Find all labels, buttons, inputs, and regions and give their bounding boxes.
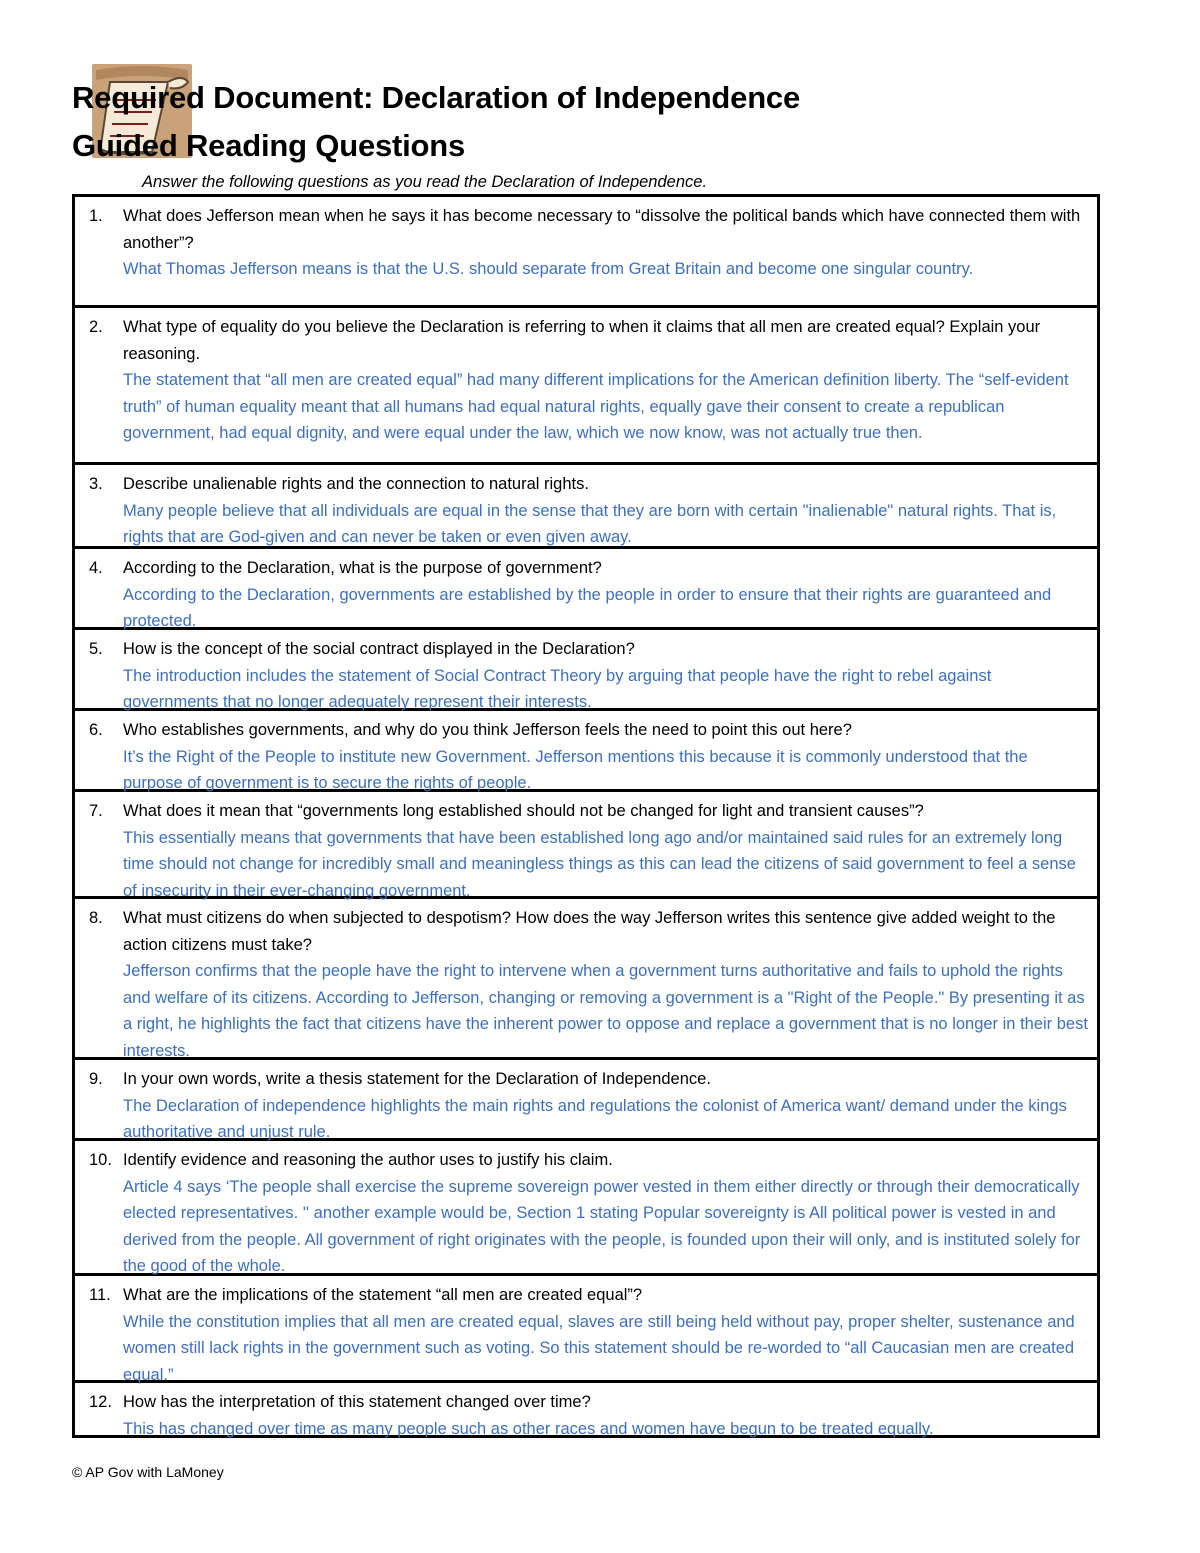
question-number: 1. <box>89 207 103 225</box>
question-text: What type of equality do you believe the Declaration is referring to when it claims that all men are created equal? Explain your reasoning. <box>123 318 1041 363</box>
question-text: In your own words, write a thesis statement for the Declaration of Independence. <box>123 1070 711 1088</box>
question-number: 7. <box>89 802 103 820</box>
question-text: What does it mean that “governments long established should not be changed for light and transient causes”? <box>123 802 924 820</box>
question-number: 6. <box>89 721 103 739</box>
question-row-11 <box>75 1276 1097 1383</box>
question-text: Identify evidence and reasoning the author uses to justify his claim. <box>123 1151 613 1169</box>
answer-text: The statement that “all men are created equal” had many different implications for the American definition liberty. The “self-evident truth” of human equality meant that all humans had equal natural rights, equally gave their consent to create a republican government, had equal dignity, and were equal under the law, which we now know, was not actually true then. <box>123 371 1069 442</box>
answer-text: This essentially means that governments that have been established long ago and/or maintained said rules for an extremely long time should not change for incredibly small and meaningless things as this can lead the citizens of said government to feel a sense of insecurity in their ever-changing government. <box>123 828 1076 900</box>
question-number: 2. <box>89 318 103 336</box>
question-row-4 <box>75 549 1097 630</box>
question-row-8 <box>75 899 1097 1060</box>
answer-text: It’s the Right of the People to institute new Government. Jefferson mentions this because it is commonly understood that the purpose of government is to secure the rights of people. <box>123 747 1028 792</box>
question-text: What must citizens do when subjected to despotism? How does the way Jefferson writes this sentence give added weight to the action citizens must take? <box>123 909 1056 954</box>
question-number: 8. <box>89 909 103 927</box>
question-text: According to the Declaration, what is the purpose of government? <box>123 559 602 577</box>
question-number: 10. <box>89 1151 112 1169</box>
question-number: 5. <box>89 640 103 658</box>
question-row-9 <box>75 1060 1097 1141</box>
question-text: What does Jefferson mean when he says it has become necessary to “dissolve the political bands which have connected them with another”? <box>123 207 1081 252</box>
question-text: Describe unalienable rights and the connection to natural rights. <box>123 475 589 493</box>
answer-text: This has changed over time as many people such as other races and women have begun to be treated equally. <box>123 1419 934 1438</box>
instructions: Answer the following questions as you read the Declaration of Independence. <box>142 173 708 191</box>
question-number: 11. <box>89 1286 111 1304</box>
answer-text: What Thomas Jefferson means is that the U.S. should separate from Great Britain and become one singular country. <box>123 260 974 278</box>
question-number: 9. <box>89 1070 103 1088</box>
page-subtitle: Guided Reading Questions <box>72 128 466 163</box>
copyright-footer: © AP Gov with LaMoney <box>72 1464 224 1480</box>
answer-text: Many people believe that all individuals are equal in the sense that they are born with certain "inalienable" natural rights. That is, rights that are God-given and can never be taken or even given away. <box>123 501 1057 546</box>
question-number: 3. <box>89 475 103 493</box>
answer-text: The introduction includes the statement of Social Contract Theory by arguing that people have the right to rebel against governments that no longer adequately represent their interests. <box>123 666 992 711</box>
questions-table <box>72 194 1100 1438</box>
answer-text: Jefferson confirms that the people have the right to intervene when a government turns authoritative and fails to uphold the rights and welfare of its citizens. According to Jefferson, changing or removing a government is a "Right of the People." By presenting it as a right, he highlights the fact that citizens have the inherent power to oppose and replace a government that is no longer in their best interests. <box>123 962 1088 1060</box>
question-row-7 <box>75 792 1097 899</box>
answer-text: Article 4 says ‘The people shall exercise the supreme sovereign power vested in them either directly or through their democratically elected representatives. '' another example would be, Section 1 stating Popular sovereignty is All political power is vested in and derived from the people. All government of right originates with the people, is founded upon their will only, and is instituted solely for the good of the whole. <box>123 1177 1081 1275</box>
question-row-1 <box>75 197 1097 308</box>
question-row-12 <box>75 1383 1097 1438</box>
question-number: 12. <box>89 1393 112 1411</box>
question-text: How has the interpretation of this statement changed over time? <box>123 1393 591 1411</box>
answer-text: According to the Declaration, governments are established by the people in order to ensure that their rights are guaranteed and protected. <box>123 585 1052 630</box>
answer-text: The Declaration of independence highlights the main rights and regulations the colonist of America want/ demand under the kings authoritative and unjust rule. <box>123 1096 1067 1141</box>
question-row-5 <box>75 630 1097 711</box>
answer-text: While the constitution implies that all men are created equal, slaves are still being held without pay, proper shelter, sustenance and women still lack rights in the government such as voting. So this statement should be re-worded to “all Caucasian men are created equal.” <box>123 1312 1075 1384</box>
question-text: How is the concept of the social contract displayed in the Declaration? <box>123 640 635 658</box>
question-text: Who establishes governments, and why do you think Jefferson feels the need to point this out here? <box>123 721 852 739</box>
page-title: Required Document: Declaration of Independence <box>72 80 801 115</box>
question-row-2 <box>75 308 1097 465</box>
question-number: 4. <box>89 559 103 577</box>
question-row-10 <box>75 1141 1097 1276</box>
question-text: What are the implications of the statement “all men are created equal”? <box>123 1286 643 1304</box>
question-row-6 <box>75 711 1097 792</box>
question-row-3 <box>75 465 1097 549</box>
